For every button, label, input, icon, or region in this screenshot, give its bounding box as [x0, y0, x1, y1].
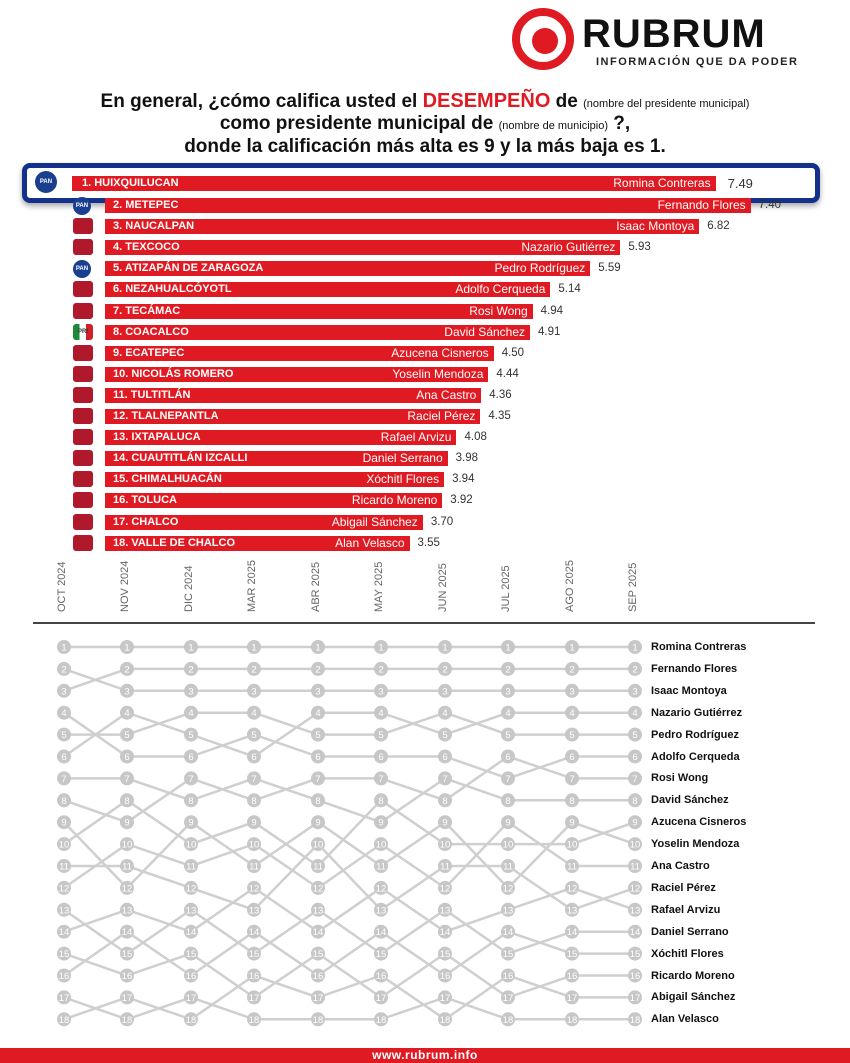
rank-number: 10 [502, 839, 514, 851]
rank-number: 9 [378, 817, 384, 829]
rank-line [64, 669, 635, 691]
rank-name-label: Nazario Gutiérrez [651, 706, 743, 719]
month-label: JUN 2025 [437, 563, 449, 612]
rank-number: 12 [185, 883, 197, 895]
rank-number: 4 [378, 708, 384, 720]
rank-name-label: Azucena Cisneros [651, 816, 747, 829]
rank-number: 8 [569, 795, 575, 807]
rank-number: 7 [378, 773, 384, 785]
rank-number: 11 [249, 861, 259, 873]
question-text: de [550, 91, 584, 112]
rank-number: 16 [566, 971, 578, 982]
rank-number: 15 [312, 949, 324, 961]
rank-number: 15 [502, 949, 514, 961]
rank-number: 6 [569, 752, 575, 763]
bar-municipality-label: 14. CUAUTITLÁN IZCALLI [113, 452, 248, 465]
rank-number: 3 [378, 686, 384, 698]
rank-number: 2 [315, 664, 321, 676]
rank-number: 4 [124, 708, 130, 720]
rank-number: 4 [505, 708, 511, 720]
bar-municipality-label: 11. TULTITLÁN [113, 388, 191, 401]
rank-number: 6 [61, 752, 67, 763]
rank-number: 17 [58, 992, 70, 1004]
bar-municipality-label: 12. TLALNEPANTLA [113, 410, 219, 422]
question-text: como presidente municipal de [219, 113, 499, 134]
rank-number: 3 [442, 686, 448, 698]
rank-number: 9 [251, 817, 257, 829]
rank-name-label: Isaac Montoya [651, 684, 727, 697]
rank-line [64, 713, 638, 779]
rank-number: 9 [632, 817, 638, 829]
bar-value-label: 3.94 [452, 473, 475, 486]
rank-number: 13 [248, 905, 260, 917]
bar-president-label: Nazario Gutiérrez [521, 240, 616, 255]
rank-number: 11 [376, 861, 386, 873]
rank-number: 18 [185, 1014, 197, 1026]
rank-number: 9 [61, 817, 67, 829]
rank-number: 17 [312, 992, 324, 1004]
bar-value-label: 4.91 [538, 325, 561, 338]
bar-president-label: Isaac Montoya [616, 219, 695, 234]
rank-number: 1 [442, 642, 448, 654]
rank-number: 15 [185, 949, 197, 961]
rank-number: 15 [58, 949, 70, 961]
rank-number: 18 [121, 1014, 133, 1026]
rank-number: 4 [632, 708, 638, 720]
bar-municipality-label: 1. HUIXQUILUCAN [82, 177, 179, 189]
rank-number: 6 [442, 752, 448, 763]
rank-number: 9 [505, 817, 511, 829]
bar-municipality-label: 9. ECATEPEC [113, 346, 185, 359]
bar-president-label: Daniel Serrano [362, 451, 443, 466]
rank-number: 2 [188, 664, 194, 676]
rank-number: 14 [629, 927, 641, 939]
bar-president-label: David Sánchez [444, 324, 526, 339]
rank-number: 2 [505, 664, 511, 676]
rank-number: 17 [375, 992, 387, 1004]
rank-number: 4 [251, 708, 257, 720]
rank-number: 10 [375, 839, 387, 851]
rank-number: 2 [124, 664, 130, 676]
rank-number: 18 [502, 1014, 514, 1026]
bar-value-label: 5.14 [558, 283, 581, 296]
rank-number: 18 [629, 1014, 641, 1026]
rank-name-label: Adolfo Cerqueda [651, 750, 740, 763]
rank-number: 7 [315, 773, 321, 785]
rank-number: 9 [124, 817, 130, 829]
rank-number: 7 [569, 773, 575, 785]
rank-number: 10 [566, 839, 578, 851]
bar-value-label: 5.59 [598, 262, 621, 275]
rank-number: 7 [505, 773, 511, 785]
brand-name: RUBRUM [582, 12, 766, 56]
bar-municipality-label: 3. NAUCALPAN [113, 220, 195, 233]
rank-number: 3 [505, 686, 511, 698]
rank-number: 2 [632, 664, 638, 676]
rank-number: 5 [505, 730, 511, 742]
rank-number: 7 [124, 773, 130, 785]
bar-municipality-label: 2. METEPEC [113, 199, 179, 211]
rank-number: 14 [248, 927, 260, 939]
rank-number: 8 [251, 795, 257, 807]
bar-value-label: 3.92 [450, 494, 473, 507]
rank-number: 6 [315, 752, 321, 763]
rank-number: 12 [566, 883, 578, 895]
rank-number: 9 [442, 817, 448, 829]
bar-value-label: 7.40 [758, 199, 782, 211]
rank-number: 16 [312, 971, 324, 982]
rank-number: 16 [502, 971, 514, 982]
rank-number: 12 [439, 883, 451, 895]
month-label: ABR 2025 [310, 561, 322, 612]
rank-number: 15 [566, 949, 578, 961]
rank-number: 10 [629, 839, 641, 851]
bar-president-label: Yoselin Mendoza [392, 366, 484, 381]
rank-number: 16 [629, 971, 641, 982]
question-line-3: donde la calificación más alta es 9 y la más baja es 1. [184, 136, 666, 157]
rank-number: 5 [251, 730, 257, 742]
rank-number: 1 [188, 642, 194, 654]
rank-number: 13 [121, 905, 133, 917]
bar-value-label: 7.49 [727, 176, 753, 191]
bar-municipality-label: 7. TECÁMAC [113, 304, 181, 317]
bar-president-label: Alan Velasco [335, 535, 405, 550]
rank-number: 11 [313, 861, 323, 873]
rank-number: 15 [248, 949, 260, 961]
rank-number: 18 [248, 1014, 260, 1026]
rank-name-label: Fernando Flores [651, 662, 738, 675]
rank-number: 1 [505, 642, 511, 654]
rank-number: 7 [188, 773, 194, 785]
month-label: MAR 2025 [246, 560, 258, 612]
rank-number: 12 [58, 883, 70, 895]
bar-value-label: 5.93 [628, 241, 651, 254]
bar-president-label: Xóchitl Flores [366, 472, 440, 487]
rank-number: 3 [632, 686, 638, 698]
rank-number: 1 [61, 642, 67, 654]
rank-number: 13 [375, 905, 387, 917]
bar-president-label: Romina Contreras [613, 176, 711, 190]
rank-number: 8 [378, 795, 384, 807]
rank-number: 9 [315, 817, 321, 829]
rank-number: 18 [58, 1014, 70, 1026]
rank-number: 13 [439, 905, 451, 917]
footer-url[interactable]: www.rubrum.info [0, 1048, 850, 1063]
rank-number: 11 [186, 861, 196, 873]
rank-number: 13 [566, 905, 578, 917]
rank-number: 13 [185, 905, 197, 917]
rank-number: 16 [439, 971, 451, 982]
bar-value-label: 3.98 [455, 452, 479, 465]
rank-name-label: Xóchitl Flores [651, 947, 724, 960]
question-highlight: DESEMPEÑO [422, 90, 551, 112]
rank-line [64, 669, 635, 691]
rank-number: 2 [569, 664, 575, 676]
rank-number: 5 [378, 730, 384, 742]
rank-number: 14 [439, 927, 451, 939]
rank-number: 12 [312, 883, 324, 895]
rank-number: 3 [188, 686, 194, 698]
rank-number: 1 [251, 642, 257, 654]
rank-number: 10 [185, 839, 197, 851]
rank-name-label: Yoselin Mendoza [651, 838, 740, 851]
rank-number: 1 [315, 642, 321, 654]
rank-number: 4 [442, 708, 448, 720]
rank-number: 1 [378, 642, 384, 654]
rank-number: 5 [124, 730, 130, 742]
rank-number: 15 [375, 949, 387, 961]
rank-number: 7 [442, 773, 448, 785]
rank-line [64, 713, 635, 735]
bar-value-label: 4.36 [489, 388, 512, 401]
question-text: ?, [608, 113, 631, 134]
bar-president-label: Abigail Sánchez [331, 514, 418, 529]
rank-number: 7 [61, 773, 67, 785]
rank-number: 11 [567, 861, 577, 873]
rank-number: 6 [632, 752, 638, 763]
rank-number: 3 [569, 686, 575, 698]
bar-value-label: 3.70 [430, 515, 454, 528]
rank-name-label: Raciel Pérez [651, 881, 716, 894]
rank-number: 3 [315, 686, 321, 698]
bar-value-label: 6.82 [707, 220, 730, 233]
bar-value-label: 3.55 [417, 536, 440, 549]
rank-number: 17 [121, 992, 133, 1004]
bar-value-label: 4.50 [501, 346, 525, 359]
rank-line [64, 997, 635, 1019]
rank-number: 5 [442, 730, 448, 742]
rank-number: 5 [315, 730, 321, 742]
rank-name-label: Pedro Rodríguez [651, 728, 740, 741]
rank-number: 11 [59, 861, 69, 873]
rank-number: 12 [248, 883, 260, 895]
month-label: JUL 2025 [500, 565, 512, 612]
rank-number: 14 [502, 927, 514, 939]
bar-municipality-label: 5. ATIZAPÁN DE ZARAGOZA [113, 262, 264, 275]
question-placeholder: (nombre de municipio) [498, 120, 608, 132]
bar-municipality-label: 18. VALLE DE CHALCO [113, 536, 236, 549]
bar-president-label: Raciel Pérez [407, 409, 476, 423]
month-label: SEP 2025 [627, 562, 639, 612]
rank-number: 2 [442, 664, 448, 676]
month-label: AGO 2025 [564, 560, 576, 612]
rank-number: 11 [503, 861, 513, 873]
party-logo-pan-icon: PAN [35, 171, 57, 193]
rank-number: 12 [121, 883, 133, 895]
rank-number: 15 [629, 949, 641, 961]
bar-president-label: Rosi Wong [469, 303, 528, 318]
rank-line [64, 844, 635, 910]
rank-number: 17 [566, 992, 578, 1004]
bar-municipality-label: 6. NEZAHUALCÓYOTL [113, 283, 232, 296]
rank-number: 18 [439, 1014, 451, 1026]
rank-number: 17 [439, 992, 451, 1004]
bar-president-label: Ana Castro [416, 387, 477, 402]
rank-number: 16 [375, 971, 387, 982]
rank-name-label: Daniel Serrano [651, 925, 729, 938]
rank-name-label: Rafael Arvizu [651, 903, 721, 916]
rank-number: 8 [315, 795, 321, 807]
bar-value-label: 4.44 [496, 367, 519, 380]
rank-number: 16 [58, 971, 70, 982]
rank-number: 3 [61, 686, 67, 698]
rank-number: 18 [312, 1014, 324, 1026]
rank-number: 12 [629, 883, 641, 895]
bar-president-label: Rafael Arvizu [380, 430, 452, 445]
bar-president-label: Adolfo Cerqueda [455, 282, 546, 297]
rank-number: 10 [58, 839, 70, 851]
rank-name-label: Ana Castro [651, 860, 710, 872]
question-placeholder: (nombre del presidente municipal) [583, 98, 750, 110]
rank-number: 14 [185, 927, 197, 939]
rank-number: 11 [122, 861, 132, 873]
rank-line [64, 888, 635, 932]
rank-number: 18 [566, 1014, 578, 1026]
rank-number: 15 [121, 949, 133, 961]
bar-president-label: Fernando Flores [657, 198, 746, 212]
rank-number: 6 [251, 752, 257, 763]
rank-number: 7 [251, 773, 257, 785]
rank-number: 14 [312, 927, 324, 939]
rank-number: 8 [505, 795, 511, 807]
rank-number: 14 [375, 927, 387, 939]
rank-number: 17 [629, 992, 641, 1004]
rank-number: 10 [121, 839, 133, 851]
rank-number: 4 [569, 708, 575, 720]
rank-number: 1 [632, 642, 638, 654]
rank-number: 13 [312, 905, 324, 917]
rank-number: 5 [569, 730, 575, 742]
bar-municipality-label: 13. IXTAPALUCA [113, 431, 201, 444]
rank-number: 8 [61, 795, 67, 807]
rank-number: 17 [185, 992, 197, 1004]
month-label: NOV 2024 [119, 560, 131, 612]
bar-municipality-label: 8. COACALCO [113, 325, 189, 338]
rank-number: 6 [124, 752, 130, 763]
rank-number: 8 [124, 795, 130, 807]
rank-number: 13 [502, 905, 514, 917]
party-logo-pan-icon: PAN [73, 197, 91, 215]
bar-value-label: 4.08 [464, 431, 487, 444]
rank-number: 11 [440, 861, 450, 873]
party-logo-pri-icon: PRI [73, 324, 93, 340]
rank-number: 10 [248, 839, 260, 851]
rank-number: 17 [502, 992, 514, 1004]
bar-municipality-label: 17. CHALCO [113, 515, 179, 528]
rank-number: 7 [632, 773, 638, 785]
bar-value-label: 4.35 [488, 410, 511, 422]
rank-number: 2 [61, 664, 67, 676]
rank-number: 15 [439, 949, 451, 961]
rank-number: 6 [378, 752, 384, 763]
rank-number: 2 [251, 664, 257, 676]
bar-municipality-label: 10. NICOLÁS ROMERO [113, 367, 234, 380]
rank-number: 18 [375, 1014, 387, 1026]
rank-name-label: Rosi Wong [651, 772, 709, 785]
bar-municipality-label: 4. TEXCOCO [113, 241, 180, 254]
party-logo-pan-icon: PAN [73, 260, 91, 278]
question-text: En general, ¿cómo califica usted el [100, 91, 423, 112]
month-label: OCT 2024 [56, 561, 68, 612]
rank-number: 4 [188, 708, 194, 720]
rank-number: 9 [569, 817, 575, 829]
bar-municipality-label: 16. TOLUCA [113, 494, 177, 507]
rank-name-label: Romina Contreras [651, 641, 747, 653]
rank-number: 5 [61, 730, 67, 742]
rank-number: 17 [248, 992, 260, 1004]
rank-number: 16 [121, 971, 133, 982]
rank-number: 13 [58, 905, 70, 917]
rank-number: 14 [566, 927, 578, 939]
rank-number: 13 [629, 905, 641, 917]
brand-tagline: INFORMACIÓN QUE DA PODER [596, 56, 799, 68]
rank-number: 1 [569, 642, 575, 654]
bar-president-label: Pedro Rodríguez [494, 261, 586, 276]
rank-number: 5 [188, 730, 194, 742]
rank-number: 14 [121, 927, 133, 939]
rank-number: 12 [375, 883, 387, 895]
rank-number: 3 [251, 686, 257, 698]
rank-number: 8 [632, 795, 638, 807]
rank-number: 3 [124, 686, 130, 698]
rank-number: 9 [188, 817, 194, 829]
rank-number: 1 [124, 642, 130, 654]
month-label: DIC 2024 [183, 565, 195, 612]
rank-number: 10 [312, 839, 324, 851]
bar-municipality-label: 15. CHIMALHUACÁN [113, 473, 222, 486]
rank-name-label: Alan Velasco [651, 1013, 719, 1026]
rank-number: 10 [439, 839, 451, 851]
rank-name-label: Abigail Sánchez [651, 991, 736, 1004]
rank-number: 5 [632, 730, 638, 742]
rank-number: 11 [630, 861, 640, 873]
rank-number: 4 [61, 708, 67, 720]
rank-number: 16 [248, 971, 260, 982]
rank-number: 16 [185, 971, 197, 982]
rank-number: 2 [378, 664, 384, 676]
rank-number: 6 [505, 752, 511, 763]
rank-number: 4 [315, 708, 321, 720]
rank-name-label: David Sánchez [651, 794, 729, 807]
bar-president-label: Azucena Cisneros [391, 345, 489, 360]
rank-number: 8 [188, 795, 194, 807]
rank-number: 14 [58, 927, 70, 939]
rank-number: 8 [442, 795, 448, 807]
rank-number: 12 [502, 883, 514, 895]
month-label: MAY 2025 [373, 561, 385, 612]
bar-president-label: Ricardo Moreno [351, 493, 438, 508]
rank-number: 6 [188, 752, 194, 763]
rank-name-label: Ricardo Moreno [651, 969, 735, 982]
bar-value-label: 4.94 [540, 304, 564, 317]
